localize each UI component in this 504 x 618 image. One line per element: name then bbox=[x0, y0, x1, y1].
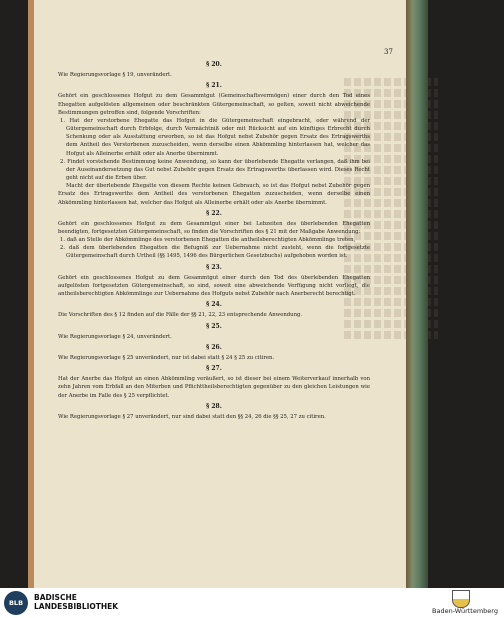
institution-name bbox=[34, 593, 118, 611]
paragraph: Wie Regierungsvorlage § 24, unverändert. bbox=[58, 333, 172, 340]
section-heading: § 23. bbox=[206, 263, 222, 271]
paragraph: Gehört ein geschlossenes Hofgut zu dem Gesammtgut einer bei Lebzeiten des überlebenden Ehegatten beendigten, fortgesetzten Gütergemeinschaft, so finden die Vorschriften des § 21 mit der Maßgabe Anwendung: bbox=[58, 220, 370, 235]
section-heading: § 20. bbox=[206, 61, 222, 68]
list-item: 2. Findet vorstehende Bestimmung keine Anwendung, so kann der überlebende Ehegatte verlangen, daß ihm bei der Auseinandersetzung das Gut nebst Zubehör gegen Ersatz des Ertragswerths überlassen wird. Dieses Recht geht nicht auf die Erben über. bbox=[60, 158, 370, 182]
paragraph: Die Vorschriften des § 12 finden auf die Fälle der §§ 21, 22, 23 entsprechende Anwendung. bbox=[58, 312, 303, 319]
section-heading: § 21. bbox=[206, 82, 222, 90]
page-fore-edge bbox=[406, 0, 428, 588]
section-heading: § 22. bbox=[206, 209, 222, 217]
blb-logo-icon: BLB bbox=[4, 591, 28, 615]
paragraph: Gehört ein geschlossenes Hofgut zu dem Gesammtgut einer durch den Tod des überlebenden Ehegatten aufgelösten fortgesetzten Gütergemeinschaft, so sind, soweit eine abweichende Verfügung nicht vorliegt, die antheilsberechtigten Abkömmlinge zur Uebernahme des Hofguts nebst Zubehör nach Anerberecht berechtigt. bbox=[58, 274, 370, 298]
page-number: 37 bbox=[384, 48, 393, 56]
section-heading: § 28. bbox=[206, 402, 222, 410]
institution-line-1: BADISCHE bbox=[34, 593, 77, 602]
paragraph: Macht der überlebende Ehegatte von diesem Rechte keinen Gebrauch, so ist das Hofgut nebst Zubehör gegen Ersatz des Ertragswerths dem Antheil des verstorbenen Ehegatten zuzuscheiden, wenn derselbe einen Abkömmling hinterlassen hat, welcher das Hofgut als Alleinerbe erhält oder als Anerbe übernimmt. bbox=[58, 183, 370, 206]
section-heading: § 24. bbox=[206, 301, 222, 309]
paragraph: Wie Regierungsvorlage § 25 unverändert, nur ist dabei statt § 24 § 25 zu citiren. bbox=[58, 355, 275, 361]
section-heading: § 27. bbox=[206, 365, 222, 373]
list-item: 1. Hat der verstorbene Ehegatte das Hofgut in die Gütergemeinschaft eingebracht, oder während der Gütergemeinschaft durch Erbfolge, durch Vermächtniß oder mit Rücksicht auf ein künftiges Erbrecht durch Schenkung oder als Ausstattung erworben, so ist das Hofgut nebst Zubehör gegen Ersatz des Ertragswerths dem Antheil des Verstorbenen zuzuscheiden, wenn derselbe einen Abkömmling hinterlassen hat, welcher das Hofgut als Alleinerbe erhält oder als Anerbe übernimmt. bbox=[60, 117, 370, 157]
paragraph: Gehört ein geschlossenes Hofgut zu dem Gesammtgut (Gemeinschaftsvermögen) einer durch den Tod eines Ehegatten aufgelösten allgemeinen oder beschränkten Gütergemeinschaft, so gelten, soweit nicht abweichende Bestimmungen getroffen sind, folgende Vorschriften: bbox=[58, 93, 370, 116]
section-heading: § 26. bbox=[206, 343, 222, 351]
page-text bbox=[58, 58, 370, 421]
paragraph: Wie Regierungsvorlage § 27 unverändert, nur sind dabei statt den §§ 24, 26 die §§ 25, 27 zu citiren. bbox=[58, 413, 326, 420]
coat-of-arms-icon bbox=[452, 590, 470, 608]
list-item: 2. daß dem überlebenden Ehegatten die Befugniß zur Uebernahme nicht zusteht, wenn die fortgesetzte Gütergemeinschaft durch Urtheil (§§ 1495, 1496 des Bürgerlichen Gesetzbuchs) aufgehoben worden ist. bbox=[60, 245, 370, 260]
section-heading: § 25. bbox=[206, 322, 222, 330]
footer-bar bbox=[0, 588, 504, 618]
list-item: 1. daß an Stelle der Abkömmlinge des verstorbenen Ehegatten die antheilsberechtigten Abkömmlinge treten, bbox=[60, 237, 356, 244]
paragraph: Wie Regierungsvorlage § 19, unverändert. bbox=[58, 72, 172, 79]
institution-line-2: LANDESBIBLIOTHEK bbox=[34, 602, 119, 611]
paragraph: Hat der Anerbe das Hofgut an einen Abkömmling veräußert, so ist dieser bei einem Weiterverkauf innerhalb von zehn Jahren vom Erbfall an den Miterben und Pflichttheilsberechtigten gegenüber zu den gleichen Leistungen wie der Anerbe im Falle des § 25 verpflichtet. bbox=[58, 376, 370, 399]
state-name: Baden-Württemberg bbox=[432, 607, 498, 615]
